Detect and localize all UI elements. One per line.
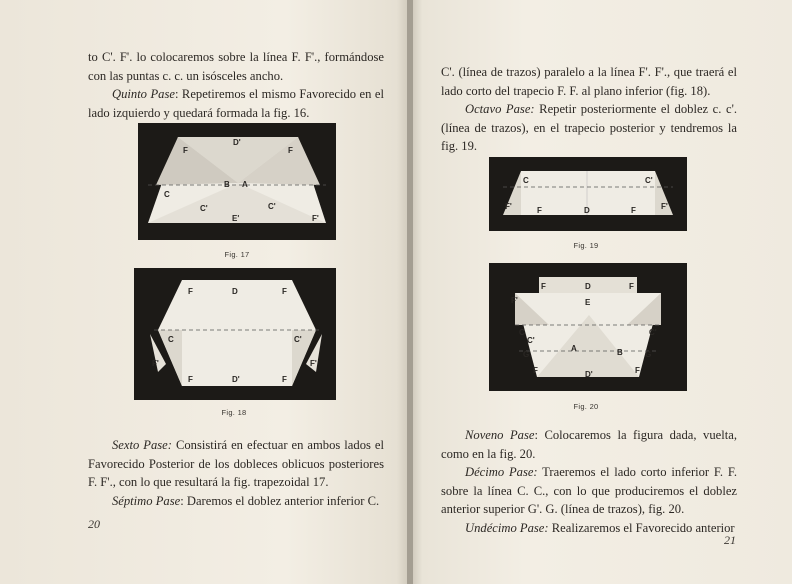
fig20-label: C' (527, 336, 535, 345)
paragraph-continuation: C'. (línea de trazos) paralelo a la línea F'. F'., que traerá el lado corto del trapecio F. F. al plano inferior (fig. 18). (441, 65, 737, 98)
fig18-label: F (188, 375, 193, 384)
fig18-label: D' (232, 375, 240, 384)
figure-18-drawing (134, 268, 336, 400)
text-line: con las puntas c. c. un isósceles ancho. (88, 68, 284, 83)
fig20-label: F (629, 282, 634, 291)
step-text: : Repetiremos el mismo Favorecido en el lado izquierdo y quedará formada la fig. 16. (88, 87, 384, 120)
fig20-label: B (617, 348, 623, 357)
step-label: Sexto Pase: (112, 438, 172, 452)
right-bottom-text (441, 426, 737, 537)
fig20-label: G (523, 350, 530, 359)
figure-20 (489, 263, 687, 391)
fig18-label: F' (152, 359, 159, 368)
fig20-label: E (585, 298, 591, 307)
step-text: Consistirá en efectuar en ambos lados el Favorecido Posterior de los dobleces oblicuos posteriores F. F'., con lo que resultará la fig. trapezoidal 17. (88, 438, 384, 489)
figure-19 (489, 157, 687, 231)
step-label: Noveno Pase (465, 428, 535, 442)
fig20-label: D' (585, 370, 593, 379)
figure-20-drawing (489, 263, 687, 391)
figure-17-caption: Fig. 17 (224, 250, 250, 259)
right-top-text (441, 63, 737, 156)
step-label: Undécimo Pase: (465, 520, 549, 535)
paragraph-decimo (441, 463, 737, 519)
figure-18 (134, 268, 336, 400)
fig19-label: C (523, 176, 529, 185)
figure-17 (138, 123, 336, 240)
fig18-label: C' (294, 335, 302, 344)
figure-17-drawing (138, 123, 336, 240)
fig20-label: F' (511, 296, 518, 305)
fig17-label: C' (200, 204, 208, 213)
step-label: Décimo Pase: (465, 465, 538, 479)
fig20-label: G (645, 350, 652, 359)
fig17-label: F' (312, 214, 319, 223)
fig18-label: F' (310, 359, 317, 368)
step-text: Repetir posteriormente el doblez c. c'. (línea de trazos), en el trapecio posterior y tendremos la fig. 19. (441, 102, 737, 153)
fig17-label: F (288, 146, 293, 155)
fig19-label: F (537, 206, 542, 215)
fig17-label: E' (232, 214, 240, 223)
fig18-label: F (188, 287, 193, 296)
step-text: : Colocaremos la figura dada, vuelta, como en la fig. 20. (441, 428, 737, 461)
step-text: Realizaremos el Favorecido anterior (548, 520, 735, 535)
paragraph-sexto (88, 436, 384, 492)
paragraph-noveno (441, 426, 737, 463)
fig20-label: F (635, 366, 640, 375)
fig17-label: C' (268, 202, 276, 211)
paragraph-octavo (441, 100, 737, 156)
left-top-text (88, 48, 384, 122)
book-gutter (407, 0, 413, 584)
fig19-label: F (631, 206, 636, 215)
step-label: Séptimo Pase (112, 493, 181, 508)
figure-18-caption: Fig. 18 (221, 408, 247, 417)
page-number-left: 20 (88, 517, 100, 531)
paragraph-quinto (88, 85, 384, 122)
fig19-label: F' (661, 202, 668, 211)
left-bottom-text (88, 436, 384, 510)
fig19-label: C' (645, 176, 653, 185)
text-line: to C'. F'. lo colocaremos sobre la línea F. F'., formándose (88, 50, 384, 64)
step-text: : Daremos el doblez anterior inferior C. (180, 493, 380, 508)
fig20-label: C (519, 328, 525, 337)
figure-20-caption: Fig. 20 (573, 402, 599, 411)
paragraph-septimo (88, 492, 384, 511)
fig18-label: C (168, 335, 174, 344)
fig20-label: F (541, 282, 546, 291)
paragraph-undecimo (441, 519, 737, 538)
fig20-label: C' (649, 328, 657, 337)
step-label: Octavo Pase: (465, 102, 535, 116)
figure-19-drawing (489, 157, 687, 231)
fig17-label: A (242, 180, 248, 189)
fig18-label: F (282, 287, 287, 296)
fig17-label: B (224, 180, 230, 189)
fig18-label: F (282, 375, 287, 384)
page-number-right: 21 (724, 533, 736, 547)
fig20-label: A (571, 344, 577, 353)
fig20-label: F (533, 366, 538, 375)
fig18-label: D (232, 287, 238, 296)
fig19-label: F' (505, 202, 512, 211)
step-label: Quinto Pase (112, 87, 175, 101)
step-text: Traeremos el lado corto inferior F. F. sobre la línea C. C., con lo que produciremos el doblez anterior superior G'. G. (línea de trazos), fig. 20. (441, 465, 737, 516)
fig19-label: D (584, 206, 590, 215)
fig17-label: D' (233, 138, 241, 147)
fig17-label: F (183, 146, 188, 155)
figure-19-caption: Fig. 19 (573, 241, 599, 250)
fig20-label: D (585, 282, 591, 291)
fig17-label: C (164, 190, 170, 199)
